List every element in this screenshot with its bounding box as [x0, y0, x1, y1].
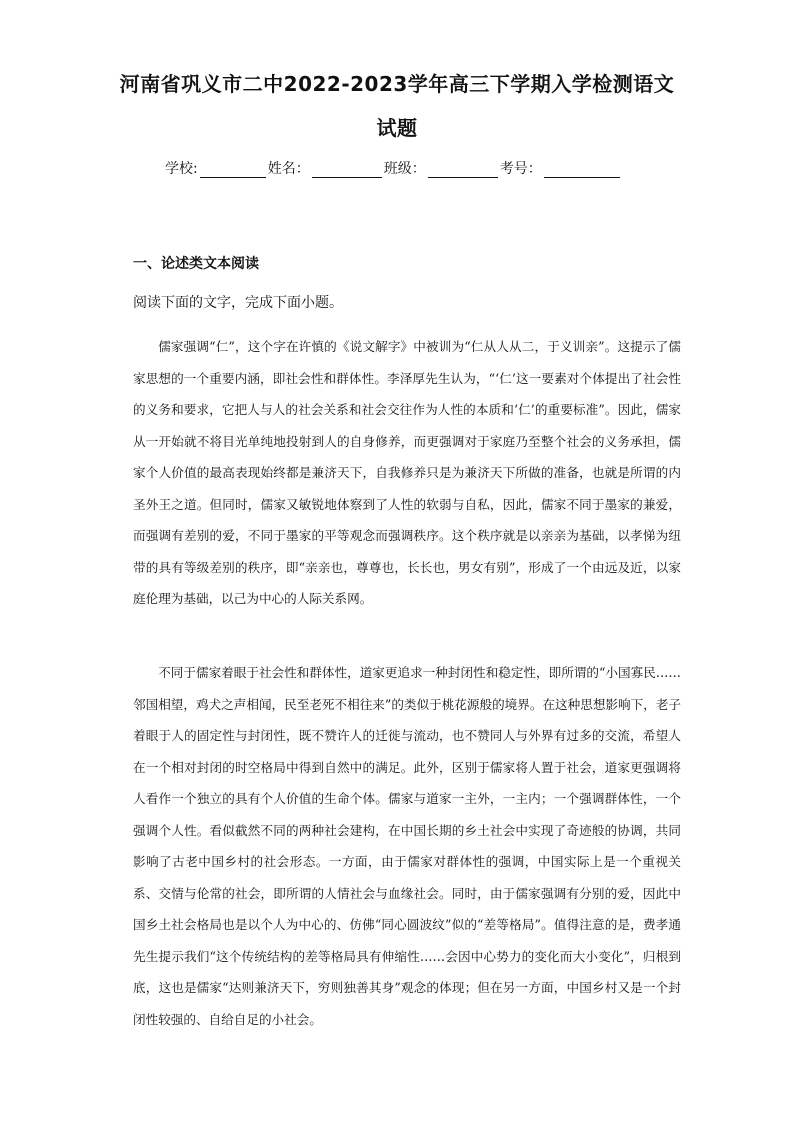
exam-no-label: 考号： — [499, 161, 542, 177]
document-title-line-2: 试题 — [376, 116, 418, 140]
class-label: 班级： — [383, 161, 426, 177]
school-field[interactable] — [200, 161, 266, 178]
class-field[interactable] — [428, 161, 498, 178]
passage-paragraph-1: 儒家强调“仁”，这个字在许慎的《说文解字》中被训为“仁从人从二，于义训亲”。这提示了儒家思想的一个重要内涵，即社会性和群体性。李泽厚先生认为，“‘仁’这一要素对个体提出了社会性的义务和要求，它把人与人的社会关系和社会交往作为人性的本质和‘仁’的重要标准”。因此，儒家从一开始就不将目光单纯地投射到人的自身修养，而更强调对于家庭乃至整个社会的义务承担，儒家个人价值的最高表现始终都是兼济天下，自我修养只是为兼济天下所做的准备，也就是所谓的内圣外王之道。但同时，儒家又敏锐地体察到了人性的软弱与自私，因此，儒家不同于墨家的兼爱，而强调有差别的爱，不同于墨家的平等观念而强调秩序。这个秩序就是以亲亲为基础，以孝悌为纽带的具有等级差别的秩序，即“亲亲也，尊尊也，长长也，男女有别”，形成了一个由远及近，以家庭伦理为基础，以己为中心的人际关系网。 — [133, 339, 681, 606]
reading-instruction: 阅读下面的文字，完成下面小题。 — [133, 295, 343, 311]
school-label: 学校: — [165, 161, 198, 177]
student-info-line — [165, 158, 622, 178]
passage-paragraph-2: 不同于儒家着眼于社会性和群体性，道家更追求一种封闭性和稳定性，即所谓的“小国寡民……邻国相望，鸡犬之声相闻，民至老死不相往来”的类似于桃花源般的境界。在这种思想影响下，老子着眼于人的固定性与封闭性，既不赞许人的迁徙与流动，也不赞同人与外界有过多的交流，希望人在一个相对封闭的时空格局中得到自然中的满足。此外，区别于儒家将人置于社会，道家更强调将人看作一个独立的具有个人价值的生命个体。儒家与道家一主外，一主内；一个强调群体性，一个强调个人性。看似截然不同的两种社会建构，在中国长期的乡土社会中实现了奇迹般的协调，共同影响了古老中国乡村的社会形态。一方面，由于儒家对群体性的强调，中国实际上是一个重视关系、交情与伦常的社会，即所谓的人情社会与血缘社会。同时，由于儒家强调有分别的爱，因此中国乡土社会格局也是以个人为中心的、仿佛“同心圆波纹”似的“差等格局”。值得注意的是，费孝通先生提示我们“这个传统结构的差等格局具有伸缩性……会因中心势力的变化而大小变化”，归根到底，这也是儒家“达则兼济天下，穷则独善其身”观念的体现；但在另一方面，中国乡村又是一个封闭性较强的、自给自足的小社会。 — [133, 665, 681, 1027]
name-field[interactable] — [312, 161, 382, 178]
document-title-line-1: 河南省巩义市二中2022-2023学年高三下学期入学检测语文 — [119, 72, 675, 96]
name-label: 姓名： — [267, 161, 310, 177]
section-heading: 一、论述类文本阅读 — [133, 256, 259, 272]
exam-no-field[interactable] — [544, 161, 620, 178]
